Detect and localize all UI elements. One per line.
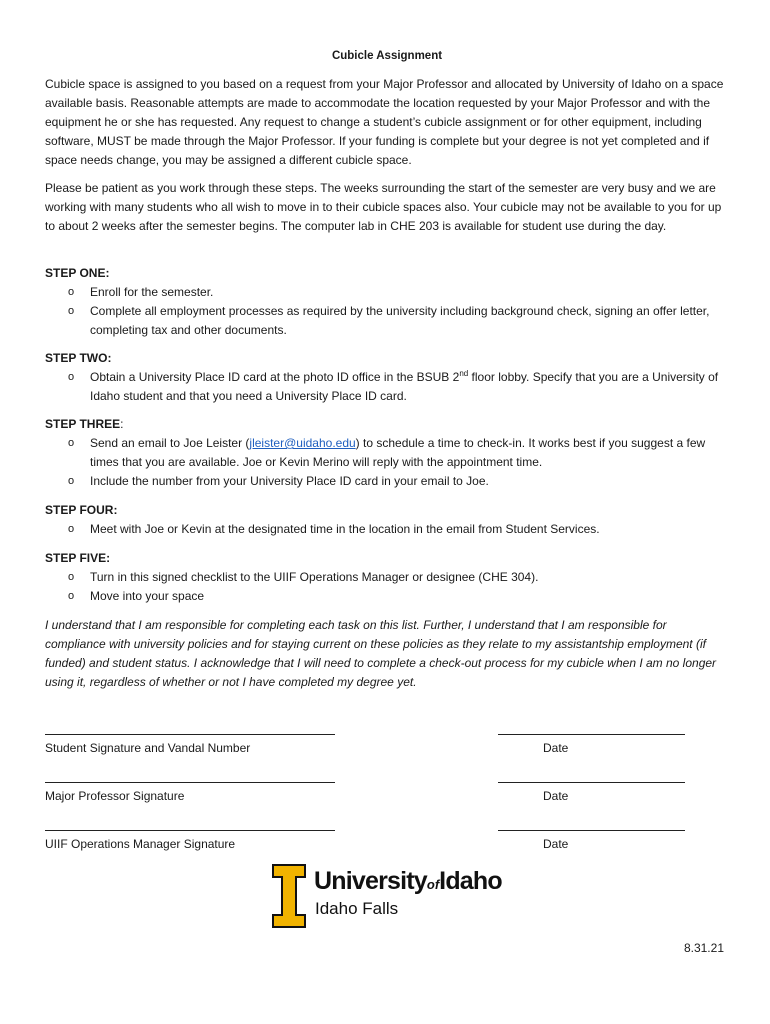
step-three-item-1: [45, 434, 729, 472]
step-five-item-1-text: Turn in this signed checklist to the UIIF Operations Manager or designee (CHE 304).: [90, 570, 539, 584]
step-three-heading-colon: :: [120, 417, 124, 431]
bullet-icon: o: [68, 571, 75, 583]
step-two: [45, 349, 729, 406]
step-one-item-2-text: Complete all employment processes as required by the university including background check, signing an offer letter, completing tax and other documents.: [90, 304, 710, 337]
manager-signature-label: UIIF Operations Manager Signature: [45, 837, 236, 851]
revision-date: 8.31.21: [683, 941, 724, 955]
step-two-item-text-a: Obtain a University Place ID card at the photo ID office in the BSUB 2: [90, 370, 460, 384]
step-three-item-2-text: Include the number from your University Place ID card in your email to Joe.: [90, 474, 489, 488]
step-three: [45, 415, 729, 491]
step-four: [45, 501, 729, 539]
step-three-item-1-text-b: ) to schedule a time to check-in. It works best if you suggest a few times that you are available. Joe or Kevin Merino will reply with the appointment time.: [90, 436, 706, 469]
student-date-line[interactable]: [498, 734, 685, 735]
logo-word-university: University: [314, 867, 427, 895]
manager-signature-line[interactable]: [45, 830, 335, 831]
acknowledgement-statement: I understand that I am responsible for completing each task on this list. Further, I understand that I am responsible for compliance with university policies and for staying current on these policies as they relate to my assistantship employment (if funded) and student status. I acknowledge that I will need to complete a check-out process for my cubicle when I am no longer using it, regardless of whether or not I have completed my degree yet.: [45, 618, 717, 689]
step-one-item-2: [45, 302, 729, 340]
bullet-icon: o: [68, 590, 75, 602]
student-signature-line[interactable]: [45, 734, 335, 735]
bullet-icon: o: [68, 286, 75, 298]
bullet-icon: o: [68, 475, 75, 487]
bullet-icon: o: [68, 371, 75, 383]
bullet-icon: o: [68, 437, 75, 449]
student-signature-label: Student Signature and Vandal Number: [45, 741, 251, 755]
step-five-item-2-text: Move into your space: [90, 589, 205, 603]
step-three-item-1-text-a: Send an email to Joe Leister (: [90, 436, 250, 450]
intro-paragraph-2: Please be patient as you work through these steps. The weeks surrounding the start of the semester are very busy and we are working with many students who all wish to move in to their cubicle spaces also. Your cubicle may not be available to you for up to about 2 weeks after the semester begins. The computer lab in CHE 203 is available for student use during the day.: [45, 181, 722, 233]
block-i-icon: [272, 864, 306, 928]
ordinal-suffix: nd: [459, 369, 469, 378]
manager-date-line[interactable]: [498, 830, 685, 831]
step-one-heading: STEP ONE:: [45, 266, 110, 280]
university-logo: [272, 864, 512, 928]
logo-word-of: of: [426, 877, 440, 892]
step-five-item-2: [45, 587, 729, 606]
logo-word-idaho: Idaho: [439, 867, 502, 895]
bullet-icon: o: [68, 523, 75, 535]
bullet-icon: o: [68, 305, 75, 317]
professor-date-line[interactable]: [498, 782, 685, 783]
step-three-heading-label: STEP THREE: [45, 417, 121, 431]
step-one-item-1: [45, 283, 729, 302]
step-two-item-1: [45, 368, 729, 406]
page-title: Cubicle Assignment: [331, 50, 443, 62]
step-four-heading: STEP FOUR:: [45, 503, 118, 517]
step-three-heading: [45, 415, 729, 434]
step-four-item-1-text: Meet with Joe or Kevin at the designated time in the location in the email from Student Services.: [90, 522, 600, 536]
step-five: [45, 549, 729, 606]
step-one-item-1-text: Enroll for the semester.: [90, 285, 214, 299]
step-two-heading: STEP TWO:: [45, 351, 112, 365]
professor-signature-line[interactable]: [45, 782, 335, 783]
logo-subtitle: Idaho Falls: [315, 899, 399, 918]
step-two-item-text-b: floor lobby. Specify that you are a University of Idaho student and that you need a University Place ID card.: [90, 370, 719, 403]
step-five-heading: STEP FIVE:: [45, 551, 111, 565]
step-four-item-1: [45, 520, 729, 539]
step-one: [45, 264, 729, 340]
professor-signature-label: Major Professor Signature: [45, 789, 185, 803]
email-link[interactable]: jleister@uidaho.edu: [249, 436, 356, 450]
step-three-item-2: [45, 472, 729, 491]
intro-paragraph-1: Cubicle space is assigned to you based on a request from your Major Professor and allocated by University of Idaho on a space available basis. Reasonable attempts are made to accommodate the location requested by your Major Professor and with the equipment he or she has requested. Any request to change a student’s cubicle assignment or for other equipment, including software, MUST be made through the Major Professor. If your funding is complete but your degree is not yet completed and if space needs change, you may be assigned a different cubicle space.: [45, 77, 724, 167]
student-date-label: Date: [543, 741, 569, 755]
professor-date-label: Date: [543, 789, 569, 803]
step-five-item-1: [45, 568, 729, 587]
manager-date-label: Date: [543, 837, 569, 851]
logo-wordmark: [314, 866, 502, 900]
